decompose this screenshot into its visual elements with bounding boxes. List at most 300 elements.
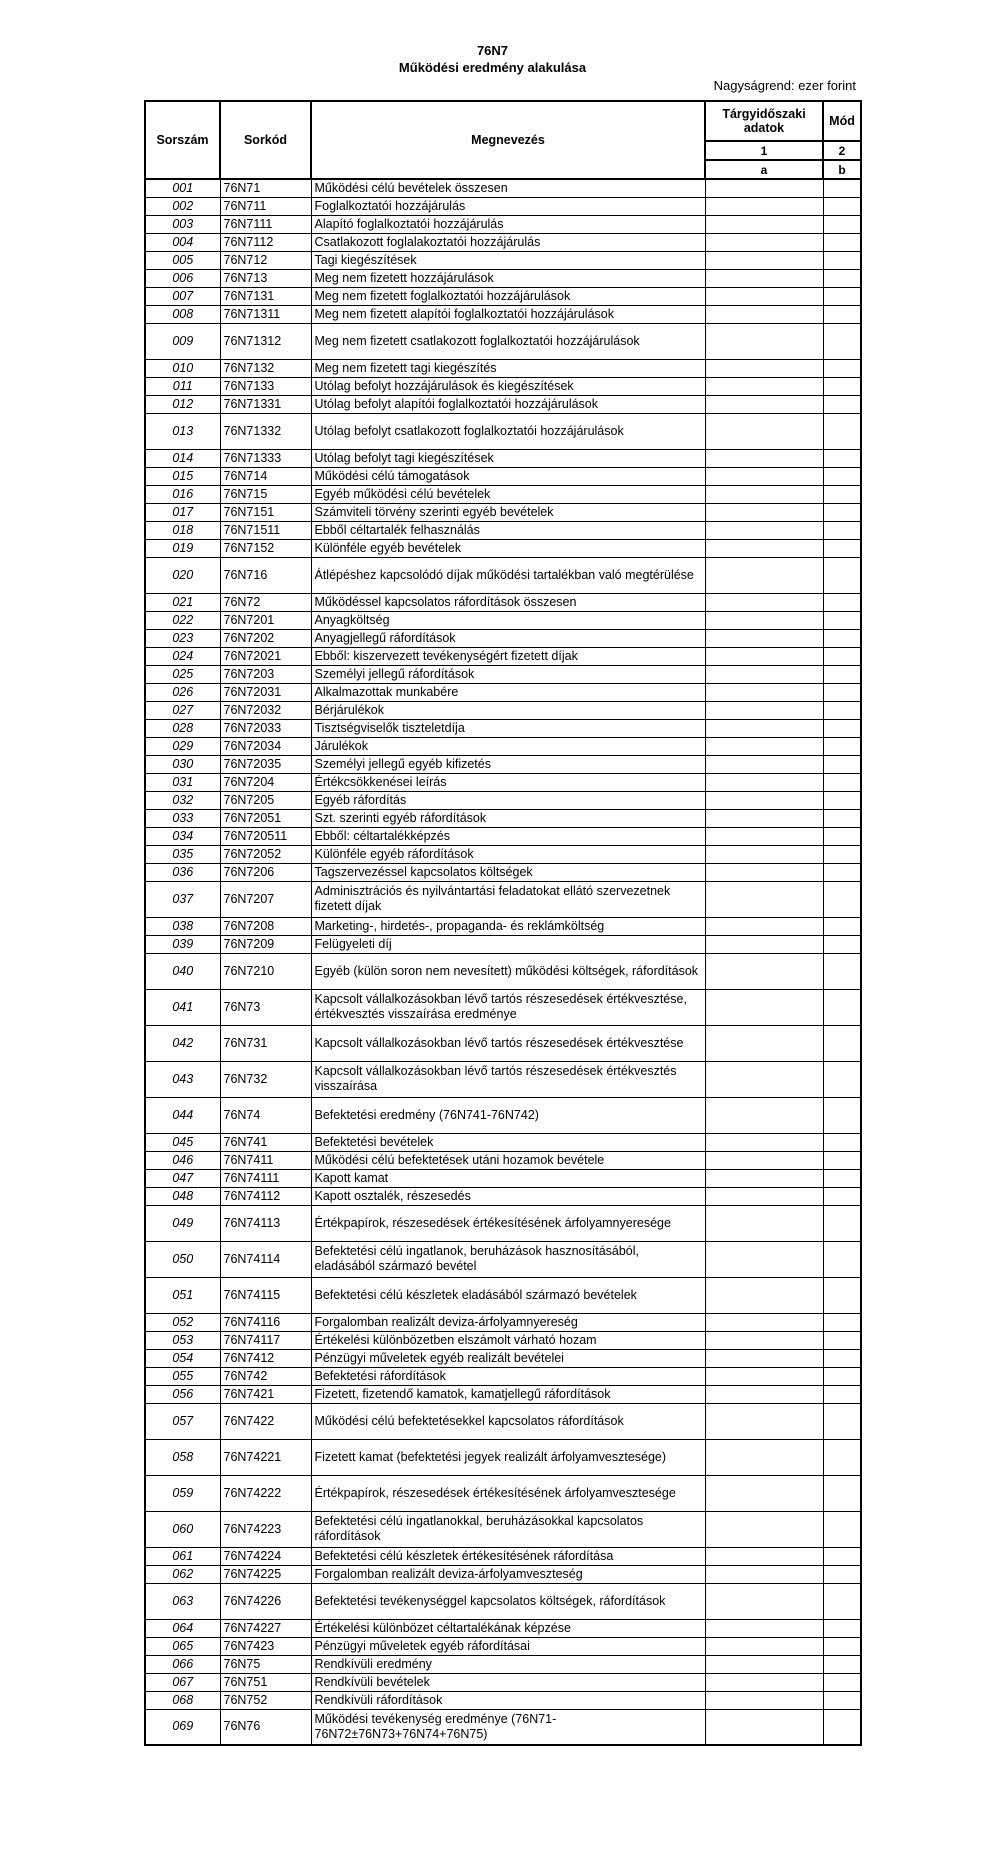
value-cell-targyidoszaki[interactable] [705, 791, 823, 809]
value-cell-targyidoszaki[interactable] [705, 485, 823, 503]
value-cell-targyidoszaki[interactable] [705, 1025, 823, 1061]
row-number: 019 [145, 539, 220, 557]
value-cell-targyidoszaki[interactable] [705, 755, 823, 773]
table-row [145, 503, 861, 521]
row-name: Foglalkoztatói hozzájárulás [311, 197, 705, 215]
value-cell-mod[interactable] [823, 755, 861, 773]
row-name: Működési célú befektetések utáni hozamok bevétele [311, 1151, 705, 1169]
table-row [145, 611, 861, 629]
value-cell-targyidoszaki[interactable] [705, 989, 823, 1025]
value-cell-targyidoszaki[interactable] [705, 809, 823, 827]
value-cell-targyidoszaki[interactable] [705, 287, 823, 305]
value-cell-targyidoszaki[interactable] [705, 701, 823, 719]
value-cell-mod[interactable] [823, 665, 861, 683]
value-cell-targyidoszaki[interactable] [705, 521, 823, 539]
row-number: 024 [145, 647, 220, 665]
row-code: 76N7210 [220, 953, 311, 989]
value-cell-mod[interactable] [823, 1277, 861, 1313]
value-cell-targyidoszaki[interactable] [705, 881, 823, 917]
value-cell-mod[interactable] [823, 1331, 861, 1349]
value-cell-targyidoszaki[interactable] [705, 1349, 823, 1367]
value-cell-targyidoszaki[interactable] [705, 1313, 823, 1331]
row-number: 069 [145, 1709, 220, 1745]
row-code: 76N7152 [220, 539, 311, 557]
table-row [145, 1025, 861, 1061]
row-name: Rendkívüli ráfordítások [311, 1691, 705, 1709]
table-row [145, 233, 861, 251]
row-name: Egyéb ráfordítás [311, 791, 705, 809]
value-cell-targyidoszaki[interactable] [705, 1277, 823, 1313]
value-cell-mod[interactable] [823, 827, 861, 845]
row-code: 76N76 [220, 1709, 311, 1745]
row-name: Adminisztrációs és nyilvántartási feladatokat ellátó szervezetnek fizetett díjak [311, 881, 705, 917]
row-number: 021 [145, 593, 220, 611]
value-cell-mod[interactable] [823, 1385, 861, 1403]
row-number: 033 [145, 809, 220, 827]
row-name: Kapcsolt vállalkozásokban lévő tartós részesedések értékvesztés visszaírása [311, 1061, 705, 1097]
report-title: Működési eredmény alakulása [398, 60, 587, 75]
value-cell-targyidoszaki[interactable] [705, 557, 823, 593]
row-code: 76N72021 [220, 647, 311, 665]
value-cell-mod[interactable] [823, 935, 861, 953]
table-row [145, 953, 861, 989]
col-letter-b: b [823, 160, 861, 179]
value-cell-mod[interactable] [823, 521, 861, 539]
row-code: 76N711 [220, 197, 311, 215]
table-row [145, 647, 861, 665]
table-row [145, 1583, 861, 1619]
value-cell-mod[interactable] [823, 557, 861, 593]
value-cell-mod[interactable] [823, 1655, 861, 1673]
value-cell-mod[interactable] [823, 1709, 861, 1745]
value-cell-targyidoszaki[interactable] [705, 1061, 823, 1097]
table-row [145, 1187, 861, 1205]
table-row [145, 1133, 861, 1151]
table-row [145, 1691, 861, 1709]
row-name: Befektetési eredmény (76N741-76N742) [311, 1097, 705, 1133]
table-row [145, 449, 861, 467]
row-name: Befektetési célú ingatlanokkal, beruházásokkal kapcsolatos ráfordítások [311, 1511, 705, 1547]
value-cell-mod[interactable] [823, 1439, 861, 1475]
table-row [145, 539, 861, 557]
value-cell-targyidoszaki[interactable] [705, 359, 823, 377]
col-number-2: 2 [823, 141, 861, 160]
row-number: 012 [145, 395, 220, 413]
value-cell-targyidoszaki[interactable] [705, 1547, 823, 1565]
table-row [145, 719, 861, 737]
value-cell-targyidoszaki[interactable] [705, 467, 823, 485]
value-cell-targyidoszaki[interactable] [705, 683, 823, 701]
value-cell-targyidoszaki[interactable] [705, 737, 823, 755]
row-code: 76N7423 [220, 1637, 311, 1655]
value-cell-targyidoszaki[interactable] [705, 179, 823, 197]
row-code: 76N731 [220, 1025, 311, 1061]
value-cell-targyidoszaki[interactable] [705, 845, 823, 863]
row-code: 76N74116 [220, 1313, 311, 1331]
value-cell-targyidoszaki[interactable] [705, 413, 823, 449]
row-number: 027 [145, 701, 220, 719]
row-number: 035 [145, 845, 220, 863]
row-name: Személyi jellegű ráfordítások [311, 665, 705, 683]
value-cell-mod[interactable] [823, 719, 861, 737]
row-code: 76N713 [220, 269, 311, 287]
value-cell-mod[interactable] [823, 701, 861, 719]
value-cell-targyidoszaki[interactable] [705, 1709, 823, 1745]
value-cell-targyidoszaki[interactable] [705, 1565, 823, 1583]
table-row [145, 683, 861, 701]
value-cell-mod[interactable] [823, 1151, 861, 1169]
value-cell-mod[interactable] [823, 1583, 861, 1619]
row-code: 76N74114 [220, 1241, 311, 1277]
value-cell-targyidoszaki[interactable] [705, 269, 823, 287]
row-code: 76N72052 [220, 845, 311, 863]
value-cell-targyidoszaki[interactable] [705, 233, 823, 251]
value-cell-mod[interactable] [823, 215, 861, 233]
row-number: 029 [145, 737, 220, 755]
row-name: Kapott osztalék, részesedés [311, 1187, 705, 1205]
value-cell-mod[interactable] [823, 647, 861, 665]
row-code: 76N751 [220, 1673, 311, 1691]
row-name: Működési célú bevételek összesen [311, 179, 705, 197]
value-cell-targyidoszaki[interactable] [705, 629, 823, 647]
value-cell-mod[interactable] [823, 953, 861, 989]
row-name: Anyagjellegű ráfordítások [311, 629, 705, 647]
table-row [145, 1565, 861, 1583]
row-number: 043 [145, 1061, 220, 1097]
value-cell-mod[interactable] [823, 323, 861, 359]
value-cell-mod[interactable] [823, 881, 861, 917]
value-cell-mod[interactable] [823, 611, 861, 629]
table-row [145, 989, 861, 1025]
value-cell-mod[interactable] [823, 773, 861, 791]
row-name: Befektetési célú készletek értékesítésének ráfordítása [311, 1547, 705, 1565]
row-name: Ebből céltartalék felhasználás [311, 521, 705, 539]
unit-note: Nagyságrend: ezer forint [713, 78, 856, 93]
value-cell-mod[interactable] [823, 503, 861, 521]
row-number: 048 [145, 1187, 220, 1205]
value-cell-mod[interactable] [823, 1637, 861, 1655]
value-cell-targyidoszaki[interactable] [705, 1403, 823, 1439]
value-cell-targyidoszaki[interactable] [705, 251, 823, 269]
value-cell-targyidoszaki[interactable] [705, 323, 823, 359]
table-row [145, 215, 861, 233]
row-number: 020 [145, 557, 220, 593]
value-cell-mod[interactable] [823, 449, 861, 467]
row-name: Fizetett kamat (befektetési jegyek realizált árfolyamvesztesége) [311, 1439, 705, 1475]
row-name: Meg nem fizetett csatlakozott foglalkoztatói hozzájárulások [311, 323, 705, 359]
value-cell-mod[interactable] [823, 1403, 861, 1439]
value-cell-targyidoszaki[interactable] [705, 1619, 823, 1637]
row-name: Utólag befolyt csatlakozott foglalkoztatói hozzájárulások [311, 413, 705, 449]
row-code: 76N74117 [220, 1331, 311, 1349]
value-cell-mod[interactable] [823, 629, 861, 647]
row-name: Értékpapírok, részesedések értékesítésének árfolyamnyeresége [311, 1205, 705, 1241]
row-code: 76N7205 [220, 791, 311, 809]
row-code: 76N7422 [220, 1403, 311, 1439]
value-cell-targyidoszaki[interactable] [705, 1331, 823, 1349]
col-header-mod: Mód [823, 101, 861, 141]
row-name: Alkalmazottak munkabére [311, 683, 705, 701]
value-cell-mod[interactable] [823, 1025, 861, 1061]
value-cell-mod[interactable] [823, 197, 861, 215]
value-cell-targyidoszaki[interactable] [705, 1097, 823, 1133]
row-name: Ebből: céltartalékképzés [311, 827, 705, 845]
table-row [145, 395, 861, 413]
value-cell-mod[interactable] [823, 1511, 861, 1547]
row-number: 065 [145, 1637, 220, 1655]
value-cell-targyidoszaki[interactable] [705, 647, 823, 665]
col-number-1: 1 [705, 141, 823, 160]
row-number: 052 [145, 1313, 220, 1331]
row-name: Kapcsolt vállalkozásokban lévő tartós részesedések értékvesztése, értékvesztés visszaírása eredménye [311, 989, 705, 1025]
table-row [145, 197, 861, 215]
value-cell-mod[interactable] [823, 251, 861, 269]
row-name: Utólag befolyt alapítói foglalkoztatói hozzájárulások [311, 395, 705, 413]
table-row [145, 773, 861, 791]
value-cell-mod[interactable] [823, 1565, 861, 1583]
value-cell-mod[interactable] [823, 485, 861, 503]
value-cell-targyidoszaki[interactable] [705, 215, 823, 233]
row-name: Utólag befolyt tagi kiegészítések [311, 449, 705, 467]
value-cell-targyidoszaki[interactable] [705, 1673, 823, 1691]
table-row [145, 737, 861, 755]
row-name: Forgalomban realizált deviza-árfolyamveszteség [311, 1565, 705, 1583]
value-cell-targyidoszaki[interactable] [705, 539, 823, 557]
value-cell-targyidoszaki[interactable] [705, 1691, 823, 1709]
value-cell-targyidoszaki[interactable] [705, 1133, 823, 1151]
row-name: Befektetési célú készletek eladásából származó bevételek [311, 1277, 705, 1313]
row-name: Értékelési különbözetben elszámolt várható hozam [311, 1331, 705, 1349]
value-cell-targyidoszaki[interactable] [705, 1367, 823, 1385]
value-cell-mod[interactable] [823, 809, 861, 827]
row-name: Működési célú befektetésekkel kapcsolatos ráfordítások [311, 1403, 705, 1439]
value-cell-mod[interactable] [823, 1367, 861, 1385]
value-cell-targyidoszaki[interactable] [705, 665, 823, 683]
row-number: 044 [145, 1097, 220, 1133]
row-number: 046 [145, 1151, 220, 1169]
row-code: 76N74227 [220, 1619, 311, 1637]
table-row [145, 467, 861, 485]
table-row [145, 377, 861, 395]
row-number: 038 [145, 917, 220, 935]
row-code: 76N7207 [220, 881, 311, 917]
row-number: 006 [145, 269, 220, 287]
value-cell-targyidoszaki[interactable] [705, 1205, 823, 1241]
row-code: 76N71331 [220, 395, 311, 413]
table-row [145, 845, 861, 863]
value-cell-mod[interactable] [823, 737, 861, 755]
value-cell-mod[interactable] [823, 863, 861, 881]
value-cell-targyidoszaki[interactable] [705, 1151, 823, 1169]
value-cell-mod[interactable] [823, 791, 861, 809]
row-name: Személyi jellegű egyéb kifizetés [311, 755, 705, 773]
row-code: 76N712 [220, 251, 311, 269]
table-row [145, 1349, 861, 1367]
value-cell-mod[interactable] [823, 1619, 861, 1637]
row-number: 066 [145, 1655, 220, 1673]
value-cell-targyidoszaki[interactable] [705, 827, 823, 845]
value-cell-targyidoszaki[interactable] [705, 611, 823, 629]
row-name: Befektetési célú ingatlanok, beruházások hasznosításából, eladásából származó bevétel [311, 1241, 705, 1277]
row-number: 001 [145, 179, 220, 197]
row-code: 76N741 [220, 1133, 311, 1151]
table-row [145, 287, 861, 305]
value-cell-mod[interactable] [823, 179, 861, 197]
row-code: 76N72034 [220, 737, 311, 755]
table-row [145, 917, 861, 935]
value-cell-mod[interactable] [823, 539, 861, 557]
table-row [145, 179, 861, 197]
value-cell-targyidoszaki[interactable] [705, 1655, 823, 1673]
value-cell-targyidoszaki[interactable] [705, 449, 823, 467]
value-cell-targyidoszaki[interactable] [705, 1169, 823, 1187]
row-number: 014 [145, 449, 220, 467]
value-cell-mod[interactable] [823, 1241, 861, 1277]
report-code: 76N7 [476, 43, 509, 58]
row-number: 056 [145, 1385, 220, 1403]
row-number: 064 [145, 1619, 220, 1637]
value-cell-mod[interactable] [823, 917, 861, 935]
row-code: 76N720511 [220, 827, 311, 845]
row-name: Értékpapírok, részesedések értékesítésének árfolyamvesztesége [311, 1475, 705, 1511]
row-name: Kapott kamat [311, 1169, 705, 1187]
value-cell-targyidoszaki[interactable] [705, 503, 823, 521]
table-row [145, 1709, 861, 1745]
row-name: Átlépéshez kapcsolódó díjak működési tartalékban való megtérülése [311, 557, 705, 593]
report-table [144, 100, 862, 1746]
row-code: 76N7131 [220, 287, 311, 305]
value-cell-targyidoszaki[interactable] [705, 305, 823, 323]
row-code: 76N73 [220, 989, 311, 1025]
row-code: 76N7208 [220, 917, 311, 935]
row-code: 76N74226 [220, 1583, 311, 1619]
row-code: 76N7151 [220, 503, 311, 521]
row-number: 011 [145, 377, 220, 395]
value-cell-mod[interactable] [823, 1097, 861, 1133]
value-cell-mod[interactable] [823, 305, 861, 323]
row-code: 76N71 [220, 179, 311, 197]
table-body [145, 179, 861, 1745]
table-row [145, 1511, 861, 1547]
row-code: 76N72033 [220, 719, 311, 737]
value-cell-mod[interactable] [823, 269, 861, 287]
table-row [145, 935, 861, 953]
value-cell-targyidoszaki[interactable] [705, 917, 823, 935]
value-cell-mod[interactable] [823, 1349, 861, 1367]
row-code: 76N7412 [220, 1349, 311, 1367]
value-cell-targyidoszaki[interactable] [705, 719, 823, 737]
row-name: Marketing-, hirdetés-, propaganda- és reklámköltség [311, 917, 705, 935]
table-row [145, 1277, 861, 1313]
value-cell-mod[interactable] [823, 989, 861, 1025]
table-row [145, 521, 861, 539]
value-cell-targyidoszaki[interactable] [705, 1511, 823, 1547]
row-name: Forgalomban realizált deviza-árfolyamnyereség [311, 1313, 705, 1331]
row-name: Különféle egyéb ráfordítások [311, 845, 705, 863]
value-cell-mod[interactable] [823, 1133, 861, 1151]
row-number: 036 [145, 863, 220, 881]
table-row [145, 665, 861, 683]
value-cell-mod[interactable] [823, 1205, 861, 1241]
row-code: 76N71332 [220, 413, 311, 449]
value-cell-mod[interactable] [823, 1169, 861, 1187]
value-cell-targyidoszaki[interactable] [705, 377, 823, 395]
row-code: 76N72051 [220, 809, 311, 827]
value-cell-targyidoszaki[interactable] [705, 1187, 823, 1205]
row-code: 76N7411 [220, 1151, 311, 1169]
value-cell-targyidoszaki[interactable] [705, 1439, 823, 1475]
table-row [145, 809, 861, 827]
row-number: 009 [145, 323, 220, 359]
row-code: 76N74223 [220, 1511, 311, 1547]
value-cell-mod[interactable] [823, 467, 861, 485]
row-number: 051 [145, 1277, 220, 1313]
table-row [145, 863, 861, 881]
row-number: 068 [145, 1691, 220, 1709]
row-number: 010 [145, 359, 220, 377]
value-cell-mod[interactable] [823, 845, 861, 863]
value-cell-mod[interactable] [823, 683, 861, 701]
value-cell-targyidoszaki[interactable] [705, 1475, 823, 1511]
row-code: 76N74 [220, 1097, 311, 1133]
row-number: 028 [145, 719, 220, 737]
value-cell-mod[interactable] [823, 1061, 861, 1097]
row-name: Értékcsökkenései leírás [311, 773, 705, 791]
value-cell-targyidoszaki[interactable] [705, 1637, 823, 1655]
value-cell-targyidoszaki[interactable] [705, 935, 823, 953]
value-cell-targyidoszaki[interactable] [705, 197, 823, 215]
value-cell-mod[interactable] [823, 413, 861, 449]
value-cell-mod[interactable] [823, 1547, 861, 1565]
value-cell-mod[interactable] [823, 1313, 861, 1331]
row-number: 055 [145, 1367, 220, 1385]
value-cell-targyidoszaki[interactable] [705, 1583, 823, 1619]
table-row [145, 1061, 861, 1097]
value-cell-mod[interactable] [823, 287, 861, 305]
value-cell-mod[interactable] [823, 1691, 861, 1709]
value-cell-mod[interactable] [823, 377, 861, 395]
value-cell-targyidoszaki[interactable] [705, 953, 823, 989]
row-name: Pénzügyi műveletek egyéb realizált bevételei [311, 1349, 705, 1367]
row-code: 76N7204 [220, 773, 311, 791]
value-cell-targyidoszaki[interactable] [705, 1241, 823, 1277]
value-cell-mod[interactable] [823, 1673, 861, 1691]
row-code: 76N742 [220, 1367, 311, 1385]
table-row [145, 251, 861, 269]
row-name: Különféle egyéb bevételek [311, 539, 705, 557]
row-name: Anyagköltség [311, 611, 705, 629]
value-cell-targyidoszaki[interactable] [705, 1385, 823, 1403]
value-cell-mod[interactable] [823, 1475, 861, 1511]
value-cell-mod[interactable] [823, 395, 861, 413]
row-name: Rendkívüli eredmény [311, 1655, 705, 1673]
value-cell-targyidoszaki[interactable] [705, 395, 823, 413]
row-number: 053 [145, 1331, 220, 1349]
value-cell-targyidoszaki[interactable] [705, 863, 823, 881]
value-cell-mod[interactable] [823, 593, 861, 611]
row-name: Tisztségviselők tiszteletdíja [311, 719, 705, 737]
value-cell-targyidoszaki[interactable] [705, 593, 823, 611]
row-number: 047 [145, 1169, 220, 1187]
row-code: 76N74113 [220, 1205, 311, 1241]
table-row [145, 1385, 861, 1403]
value-cell-mod[interactable] [823, 359, 861, 377]
value-cell-mod[interactable] [823, 1187, 861, 1205]
value-cell-targyidoszaki[interactable] [705, 773, 823, 791]
value-cell-mod[interactable] [823, 233, 861, 251]
row-code: 76N7203 [220, 665, 311, 683]
row-name: Befektetési bevételek [311, 1133, 705, 1151]
